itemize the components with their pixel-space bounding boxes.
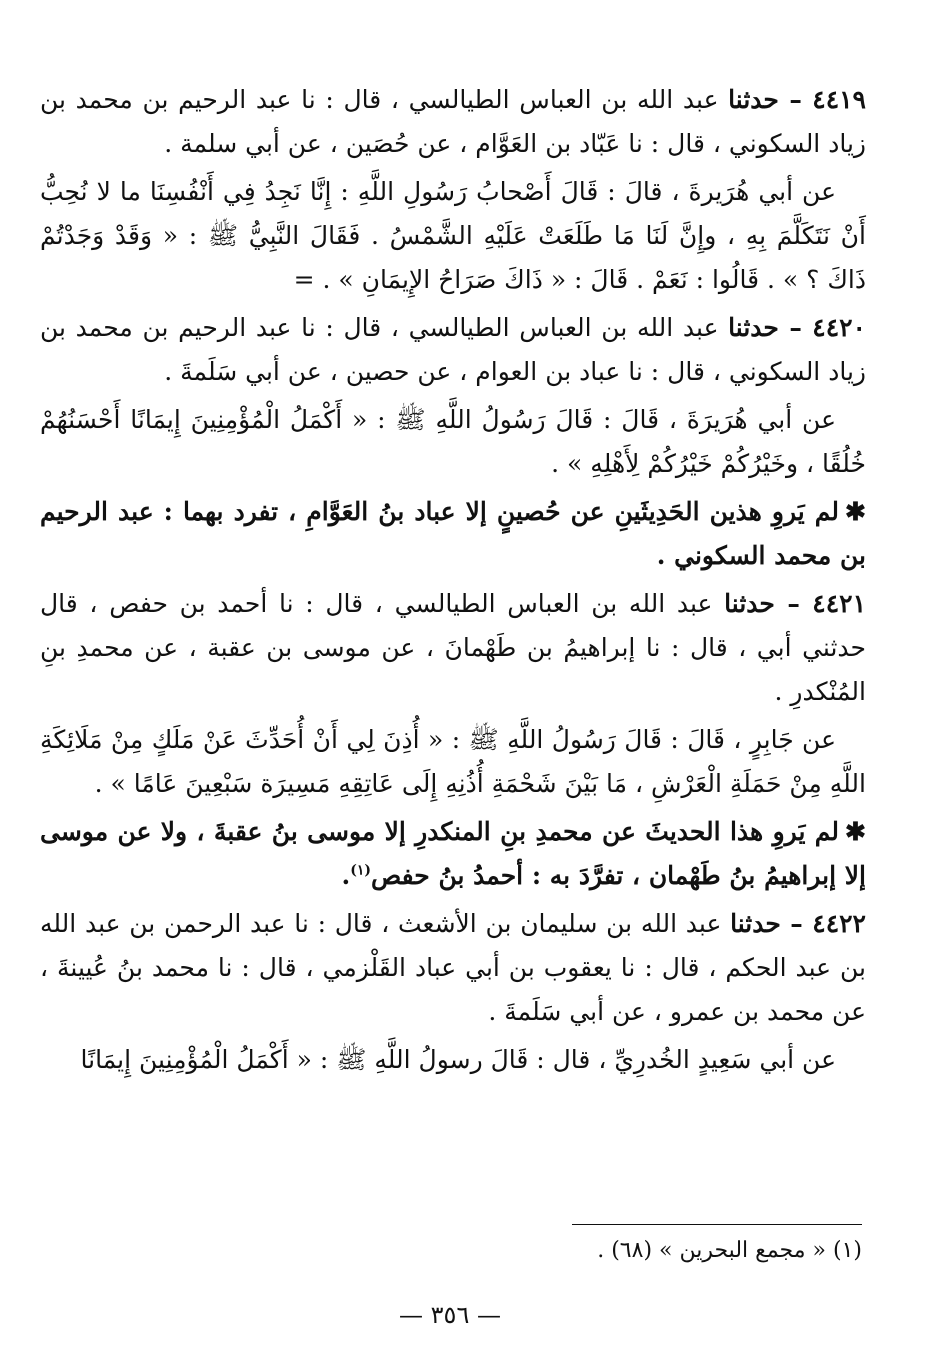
hadith-lead-word: حدثنا [728, 85, 779, 114]
commentary-note-2 [40, 810, 866, 898]
hadith-number: ٤٤٢١ [812, 589, 866, 618]
footnote-divider [572, 1224, 862, 1225]
hadith-4420-sanad: ٤٤٢٠ – حدثنا عبد الله بن العباس الطيالسي ، قال : نا عبد الرحيم بن محمد بن زياد السكوني ، قال : نا عباد بن العوام ، عن حصين ، عن أبي سَلَمةَ . [40, 313, 866, 386]
hadith-number: ٤٤٢٢ [812, 909, 866, 938]
commentary-note-1 [40, 490, 866, 578]
commentary-text: لم يَروِ هذا الحديثَ عن محمدِ بنِ المنكدرِ إلا موسى بنُ عقبةَ ، ولا عن موسى إلا إبراهيمُ بنُ طَهْمان ، تفرَّدَ به : أحمدُ بنُ حفص [40, 817, 866, 890]
hadith-4421-sanad: ٤٤٢١ – حدثنا عبد الله بن العباس الطيالسي ، قال : نا أحمد بن حفص ، قال حدثني أبي ، قال : نا إبراهيمُ بن طَهْمانَ ، عن موسى بن عقبة ، عن محمدِ بنِ المُنْكدرِ . [40, 589, 866, 706]
hadith-sanad-text: عبد الله بن العباس الطيالسي ، قال : نا عبد الرحيم بن محمد بن زياد السكوني ، قال : نا عباد بن العوام ، عن حصين ، عن أبي سَلَمةَ . [40, 313, 866, 386]
commentary-text: لم يَروِ هذين الحَدِيثَينِ عن حُصينٍ إلا عباد بنُ العَوَّامِ ، تفرد بهما : عبد الرحيم بن محمد السكوني . [40, 497, 866, 570]
hadith-lead-word: حدثنا [724, 589, 775, 618]
page-number: — ٣٥٦ — [399, 1301, 501, 1329]
star-icon: ✱ [845, 817, 866, 846]
hadith-4422-sanad: ٤٤٢٢ – حدثنا عبد الله بن سليمان بن الأشعث ، قال : نا عبد الرحمن بن عبد الله بن عبد الحكم ، قال : نا يعقوب بن أبي عباد القَلْزمي ، قال : نا محمد بنُ عُيينةَ ، عن محمد بن عمرو ، عن أبي سَلَمةَ . [40, 909, 866, 1026]
commentary-end: . [341, 861, 351, 890]
star-icon: ✱ [845, 497, 866, 526]
hadith-sanad-text: عبد الله بن سليمان بن الأشعث ، قال : نا عبد الرحمن بن عبد الله بن عبد الحكم ، قال : نا يعقوب بن أبي عباد القَلْزمي ، قال : نا محمد بنُ عُيينةَ ، عن محمد بن عمرو ، عن أبي سَلَمةَ . [40, 909, 866, 1026]
hadith-lead-word: حدثنا [728, 313, 779, 342]
hadith-4421-matn: عن جَابِرٍ ، قَالَ : قَالَ رَسُولُ اللَّهِ ﷺ : « أُذِنَ لِي أَنْ أُحَدِّثَ عَنْ مَلَكٍ مِنْ مَلَائِكَةِ اللَّهِ مِنْ حَمَلَةِ الْعَرْشِ ، مَا بَيْنَ شَحْمَةِ أُذُنِهِ إِلَى عَاتِقِهِ مَسِيرَة سَبْعِينَ عَامًا » . [40, 725, 866, 798]
hadith-number: ٤٤٢٠ [812, 313, 866, 342]
hadith-4419-matn: عن أبي هُرَيرةَ ، قالَ : قَالَ أَصْحابُ رَسُولِ اللَّهِ : إِنَّا نَجِدُ فِي أَنْفُسِنَا ما لا نُحِبُّ أَنْ نَتَكَلَّمَ بِهِ ، وإِنَّ لَنَا مَا طَلَعَتْ عَلَيْهِ الشَّمْسُ . فَقَالَ النَّبِيُّ ﷺ : « وَقَدْ وَجَدْتُمْ ذَاكَ ؟ » . قَالُوا : نَعَمْ . قَالَ : « ذَاكَ صَرَاحُ الإِيمَانِ » . = [40, 177, 866, 294]
hadith-lead-word: حدثنا [730, 909, 781, 938]
hadith-sanad-text: عبد الله بن العباس الطيالسي ، قال : نا عبد الرحيم بن محمد بن زياد السكوني ، قال : نا عَبّاد بن العَوَّام ، عن حُصَين ، عن أبي سلمة . [40, 85, 866, 158]
hadith-sanad-text: عبد الله بن العباس الطيالسي ، قال : نا أحمد بن حفص ، قال حدثني أبي ، قال : نا إبراهيمُ بن طَهْمانَ ، عن موسى بن عقبة ، عن محمدِ بنِ المُنْكدرِ . [40, 589, 866, 706]
footnote-reference: (١) [350, 862, 372, 879]
hadith-4420-matn: عن أبي هُرَيرَةَ ، قَالَ : قَالَ رَسُولُ اللَّهِ ﷺ : « أَكْمَلُ الْمُؤْمِنِينَ إِيمَانًا أَحْسَنُهُمْ خُلُقًا ، وخَيْرُكُمْ خَيْرُكُمْ لِأَهْلِهِ » . [40, 405, 866, 478]
footnote: (١) « مجمع البحرين » (٦٨) . [597, 1238, 862, 1263]
hadith-number: ٤٤١٩ [812, 85, 866, 114]
hadith-4419-sanad: ٤٤١٩ – حدثنا عبد الله بن العباس الطيالسي ، قال : نا عبد الرحيم بن محمد بن زياد السكوني ، قال : نا عَبّاد بن العَوَّام ، عن حُصَين ، عن أبي سلمة . [40, 85, 866, 158]
page-body [40, 78, 866, 1086]
hadith-4422-matn: عن أبي سَعِيدٍ الخُدرِيِّ ، قال : قَالَ رسولُ اللَّهِ ﷺ : « أَكْمَلُ الْمُؤْمِنِينَ إِيمَانًا [80, 1045, 836, 1074]
